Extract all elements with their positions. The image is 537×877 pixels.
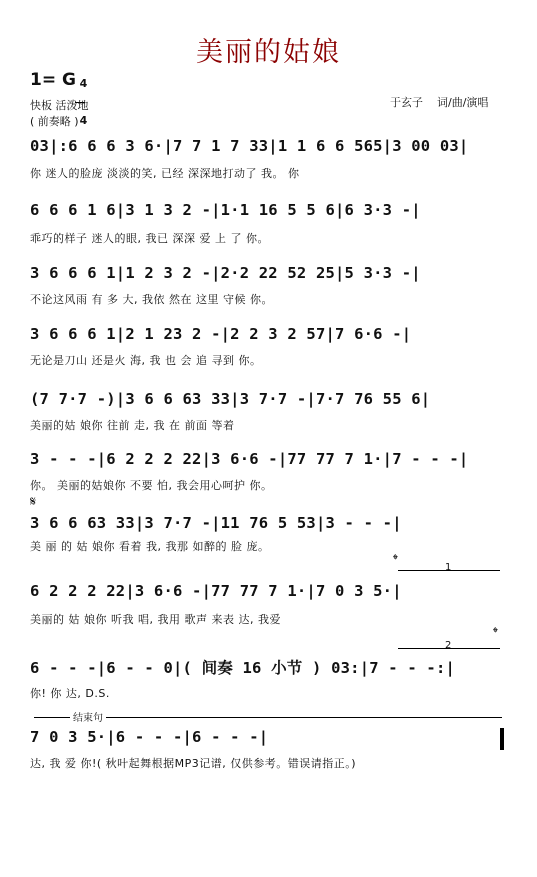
notation-row-8: 6 2 2 2 22|3 6·6 -|77 77 7 1·|7 0 3 5·| <box>30 582 402 600</box>
song-title: 美丽的姑娘 <box>196 37 341 68</box>
lyrics-row-4: 无论是刀山 还是火 海, 我 也 会 追 寻到 你。 <box>30 354 262 367</box>
notation-row-10: 7 0 3 5·|6 - - -|6 - - -| <box>30 728 269 746</box>
notation-row-9: 6 - - -|6 - - 0|( 间奏 16 小节 ) 03:|7 - - -:| <box>30 659 456 677</box>
volta-1-label: 1 <box>445 562 452 573</box>
credit-line: 于玄子 词/曲/演唱 <box>390 96 489 109</box>
lyrics-row-6: 你。 美丽的姑娘你 不要 怕, 我会用心呵护 你。 <box>30 479 273 492</box>
segno-sign: 𝄋 <box>30 494 37 510</box>
notation-row-6: 3 - - -|6 2 2 2 22|3 6·6 -|77 77 7 1·|7 - - -| <box>30 450 469 468</box>
notation-row-7: 3 6 6 63 33|3 7·7 -|11 76 5 53|3 - - -| <box>30 514 402 532</box>
lyrics-row-10: 达, 我 爱 你!( 秋叶起舞根据MP3记谱, 仅供参考。错误请指正。) <box>30 757 357 770</box>
lyrics-row-5: 美丽的姑 娘你 往前 走, 我 在 前面 等着 <box>30 419 235 432</box>
volta-2-label: 2 <box>445 640 452 651</box>
final-barline <box>500 728 504 750</box>
notation-row-1: 03|:6 6 6 3 6·|7 7 1 7 33|1 1 6 6 565|3 00 03| <box>30 137 469 155</box>
notation-row-2: 6 6 6 1 6|3 1 3 2 -|1·1 16 5 5 6|6 3·3 -| <box>30 201 421 219</box>
lyrics-row-3: 不论这风雨 有 多 大, 我依 然在 这里 守候 你。 <box>30 293 273 306</box>
coda-sign: 𝄌 <box>393 552 398 568</box>
lyrics-row-8: 美丽的 姑 娘你 听我 唱, 我用 歌声 来表 达, 我爱 <box>30 613 281 626</box>
notation-row-3: 3 6 6 6 1|1 2 3 2 -|2·2 22 52 25|5 3·3 -| <box>30 264 421 282</box>
notation-row-4: 3 6 6 6 1|2 1 23 2 -|2 2 3 2 57|7 6·6 -| <box>30 325 412 343</box>
lyrics-row-9: 你! 你 达, D.S. <box>30 687 110 700</box>
tempo-marking: 快板 活泼地 <box>30 99 89 112</box>
time-bottom: 4 <box>79 114 88 127</box>
time-top: 4 <box>79 77 88 90</box>
prelude-note: ( 前奏略 ) <box>30 115 79 128</box>
key-signature: 1= G <box>30 70 76 90</box>
lyrics-row-1: 你 迷人的脸庞 淡淡的笑, 已经 深深地打动了 我。 你 <box>30 167 300 180</box>
notation-row-5: (7 7·7 -)|3 6 6 63 33|3 7·7 -|7·7 76 55 6| <box>30 390 431 408</box>
ending-label: 结束句 <box>70 709 106 724</box>
coda-sign-2: 𝄌 <box>493 625 498 641</box>
lyrics-row-7: 美 丽 的 姑 娘你 看着 我, 我那 如醉的 脸 庞。 <box>30 540 270 553</box>
lyrics-row-2: 乖巧的样子 迷人的眼, 我已 深深 爱 上 了 你。 <box>30 232 269 245</box>
